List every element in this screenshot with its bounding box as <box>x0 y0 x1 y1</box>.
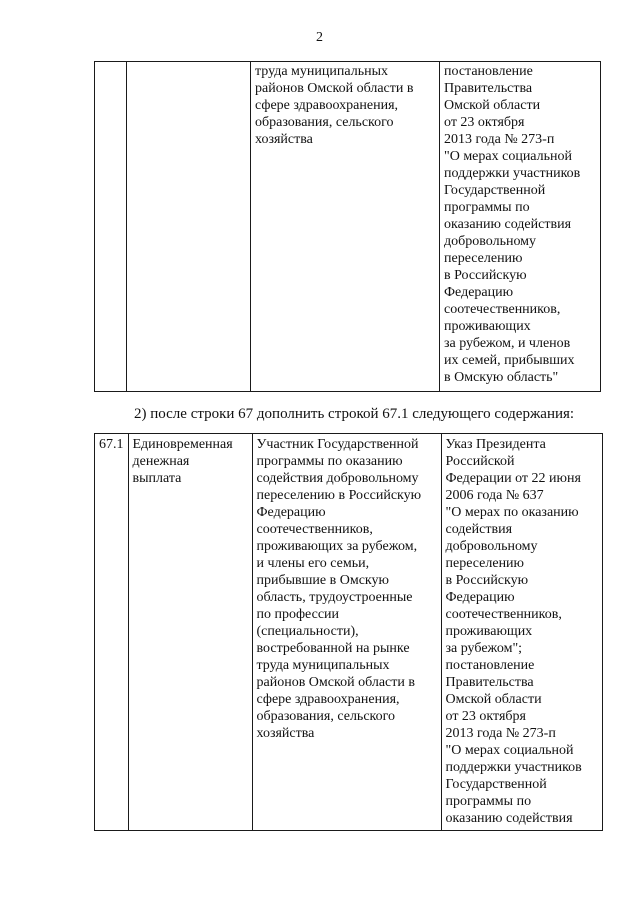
table-row <box>95 62 601 392</box>
page-number: 2 <box>316 30 323 45</box>
cell-recipients: труда муниципальных районов Омской области в сфере здравоохранения, образования, сельского хозяйства <box>251 62 440 392</box>
cell-payment-name <box>127 62 251 392</box>
amendment-instruction: 2) после строки 67 дополнить строкой 67.1 следующего содержания: <box>134 406 575 422</box>
cell-recipients: Участник Государственной программы по оказанию содействия добровольному переселению в Российскую Федерацию соотечественников, проживающих за рубежом, и члены его семьи, прибывшие в Омскую область, трудоустроенные по профессии (специальности), востребованной на рынке труда муниципальных районов Омской области в сфере здравоохранения, образования, сельского хозяйства <box>252 434 441 831</box>
table-row <box>95 434 603 831</box>
table-new-row <box>94 433 603 831</box>
cell-legal-basis: Указ Президента Российской Федерации от 22 июня 2006 года № 637 "О мерах по оказанию содействия добровольному переселению в Российскую Федерацию соотечественников, проживающих за рубежом"; постановление Правительства Омской области от 23 октября 2013 года № 273-п "О мерах социальной поддержки участников Государственной программы по оказанию содействия <box>441 434 602 831</box>
cell-legal-basis: постановление Правительства Омской области от 23 октября 2013 года № 273-п "О мерах социальной поддержки участников Государственной программы по оказанию содействия добровольному переселению в Российскую Федерацию соотечественников, проживающих за рубежом, и членов их семей, прибывших в Омскую область" <box>440 62 601 392</box>
cell-number: 67.1 <box>95 434 129 831</box>
table-continued <box>94 61 601 392</box>
cell-payment-name: Единовременная денежная выплата <box>128 434 252 831</box>
cell-number <box>95 62 127 392</box>
